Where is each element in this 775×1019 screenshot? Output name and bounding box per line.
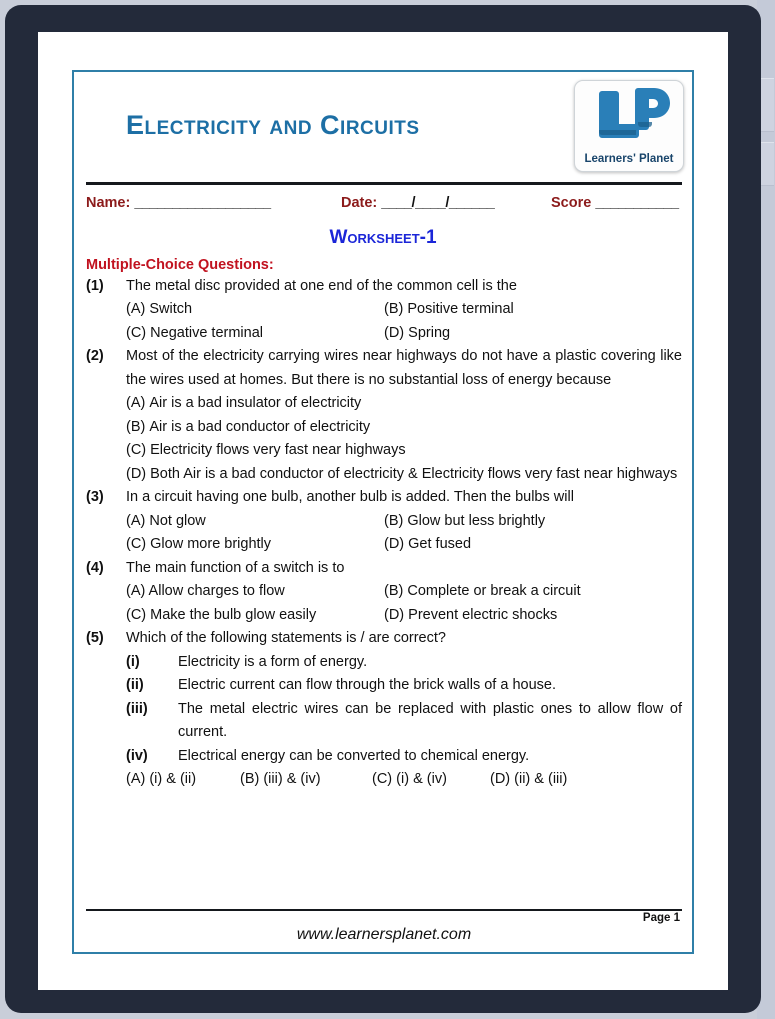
option-row <box>126 768 682 791</box>
question-text: The metal disc provided at one end of the common cell is the <box>126 278 517 294</box>
option-c[interactable] <box>126 439 682 462</box>
student-info-row <box>86 195 682 225</box>
question-1 <box>86 275 682 345</box>
option-row <box>126 580 682 603</box>
question-number: (5) <box>86 630 104 647</box>
worksheet-box <box>72 70 694 954</box>
date-field[interactable] <box>341 195 494 211</box>
statement-text: Electrical energy can be converted to chemical energy. <box>178 747 530 764</box>
footer-divider <box>86 909 682 911</box>
question-2 <box>86 345 682 486</box>
option-row <box>126 533 682 556</box>
option-d[interactable]: (D) Prevent electric shocks <box>384 606 558 623</box>
option-tag: (C) <box>126 442 147 459</box>
option-tag: (A) <box>126 395 146 412</box>
option-b[interactable]: (B) Positive terminal <box>384 301 514 318</box>
option-a[interactable]: (A) (i) & (ii) <box>126 771 197 788</box>
question-3 <box>86 486 682 556</box>
name-blank: __________________ <box>134 195 271 211</box>
option-d[interactable]: (D) Spring <box>384 324 451 341</box>
option-row <box>126 510 682 533</box>
worksheet-header <box>74 72 692 182</box>
option-row <box>126 322 682 345</box>
question-stem <box>86 557 682 580</box>
option-body: Air is a bad insulator of electricity <box>149 395 362 412</box>
statement-ii <box>126 674 682 697</box>
score-field[interactable] <box>551 195 679 211</box>
question-number: (4) <box>86 559 104 576</box>
question-number: (1) <box>86 278 104 294</box>
question-number: (2) <box>86 348 104 365</box>
statement-numeral: (i) <box>126 653 140 670</box>
page-title: Electricity and Circuits <box>126 110 420 140</box>
score-blank: ___________ <box>595 195 679 211</box>
option-body: Both Air is a bad conductor of electricity & Electricity flows very fast near highways <box>150 465 678 482</box>
option-tag: (B) <box>126 418 146 435</box>
page-number: Page 1 <box>642 912 680 924</box>
statement-text: Electricity is a form of energy. <box>178 653 368 670</box>
option-body: Electricity flows very fast near highways <box>150 442 406 459</box>
option-b[interactable] <box>126 416 682 439</box>
brand-logo <box>574 80 684 172</box>
statement-text: Electric current can flow through the brick walls of a house. <box>178 677 556 694</box>
question-number: (3) <box>86 489 104 506</box>
option-a[interactable]: (A) Allow charges to flow <box>126 583 285 600</box>
worksheet-footer <box>86 909 682 944</box>
question-stem <box>86 486 682 509</box>
header-divider <box>86 182 682 185</box>
paper-page <box>38 32 728 990</box>
lp-monogram-icon <box>575 85 683 143</box>
option-d[interactable]: (D) (ii) & (iii) <box>490 771 568 788</box>
question-stem <box>86 345 682 392</box>
question-text: Most of the electricity carrying wires near highways do not have a plastic covering like the wires used at homes. But there is no substantial loss of energy because <box>126 348 682 388</box>
score-label: Score <box>551 195 592 211</box>
option-tag: (D) <box>126 465 147 482</box>
question-text: In a circuit having one bulb, another bulb is added. Then the bulbs will <box>126 489 574 506</box>
statement-text: The metal electric wires can be replaced with plastic ones to allow flow of current. <box>178 700 682 741</box>
statement-numeral: (ii) <box>126 677 144 694</box>
option-b[interactable]: (B) Glow but less brightly <box>384 512 546 529</box>
statement-iv <box>126 745 682 768</box>
option-c[interactable]: (C) Glow more brightly <box>126 536 272 553</box>
option-row <box>126 298 682 321</box>
option-a[interactable] <box>126 392 682 415</box>
worksheet-number: Worksheet-1 <box>329 227 437 248</box>
option-d[interactable]: (D) Get fused <box>384 536 472 553</box>
website-url: www.learnersplanet.com <box>296 926 472 943</box>
option-a[interactable]: (A) Not glow <box>126 512 206 529</box>
question-stem <box>86 275 682 298</box>
option-c[interactable]: (C) Make the bulb glow easily <box>126 606 317 623</box>
option-a[interactable]: (A) Switch <box>126 301 193 318</box>
logo-caption: Learners' Planet <box>584 153 674 165</box>
document-frame <box>5 5 761 1013</box>
date-blank: ____/____/______ <box>381 195 495 211</box>
question-4 <box>86 557 682 627</box>
statement-i <box>126 651 682 674</box>
question-text: The main function of a switch is to <box>126 559 345 576</box>
statement-numeral: (iv) <box>126 747 148 764</box>
question-5 <box>86 627 682 791</box>
name-field[interactable] <box>86 195 271 211</box>
question-stem <box>86 627 682 650</box>
date-label: Date: <box>341 195 378 211</box>
option-d[interactable] <box>126 463 682 486</box>
section-heading: Multiple-Choice Questions: <box>86 257 274 273</box>
option-b[interactable]: (B) Complete or break a circuit <box>384 583 581 600</box>
statement-iii <box>126 698 682 745</box>
option-body: Air is a bad conductor of electricity <box>149 418 371 435</box>
option-row <box>126 604 682 627</box>
statement-numeral: (iii) <box>126 700 148 717</box>
option-c[interactable]: (C) (i) & (iv) <box>372 771 447 788</box>
option-b[interactable]: (B) (iii) & (iv) <box>240 771 321 788</box>
question-text: Which of the following statements is / are correct? <box>126 630 446 647</box>
name-label: Name: <box>86 195 131 211</box>
option-c[interactable]: (C) Negative terminal <box>126 324 263 341</box>
